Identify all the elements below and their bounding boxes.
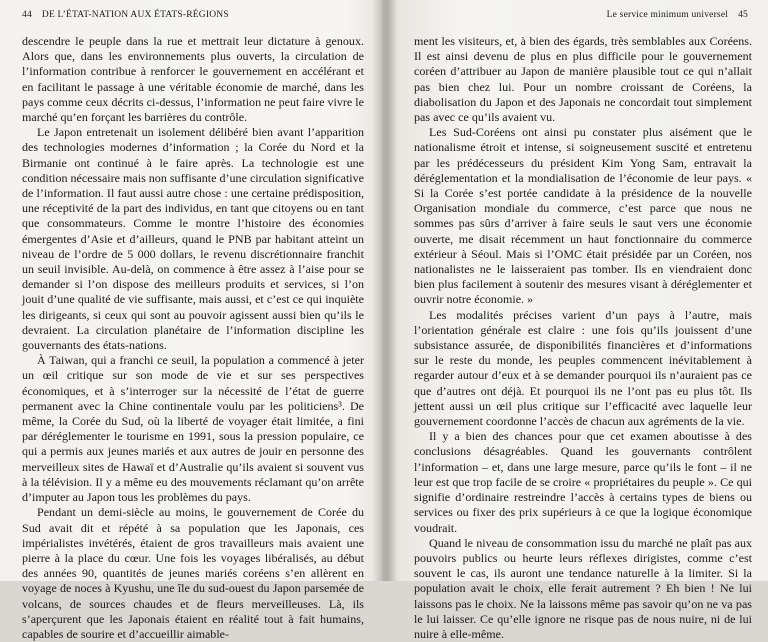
paragraph: ment les visiteurs, et, à bien des égards, très semblables aux Coréens. Il est ainsi devenu de plus en plus difficile pour le gouvernement coréen d’attribuer au Japon de manière plausible tout ce qui n’allait pas bien chez lui. Pour un nombre croissant de Coréens, la diabolisation du Japon et des Japonais ne concordait tout simplement pas avec ce qu’ils avaient vu. bbox=[414, 34, 752, 125]
left-header-title: DE L’ÉTAT-NATION AUX ÉTATS-RÉGIONS bbox=[41, 10, 229, 20]
paragraph: Les Sud-Coréens ont ainsi pu constater plus aisément que le nationalisme étroit et intense, si soigneusement suscité et entretenu par les prédécesseurs du président Kim Yong Sam, entravait la déréglementation et la mondialisation de l’économie de leur pays. « Si la Corée s’est portée candidate à la présidence de la nouvelle Organisation mondiale du commerce, c’est parce que nous ne sommes pas sûrs d’arriver à faire seuls le saut vers une économie ouverte, me disait récemment un haut fonctionnaire du commerce extérieur à Séoul. Mais si l’OMC était présidée par un Coréen, nos nationalistes ne le laisseraient pas tomber. Ils en viendraient donc bien plus facilement à soutenir des mesures visant à déréglementer et ouvrir notre économie. » bbox=[414, 125, 752, 307]
left-page-number: 44 bbox=[22, 10, 32, 20]
left-page bbox=[0, 0, 384, 641]
left-page-body bbox=[22, 34, 364, 642]
right-running-header bbox=[607, 10, 748, 20]
right-page bbox=[384, 0, 768, 641]
paragraph: Pendant un demi-siècle au moins, le gouvernement de Corée du Sud avait dit et répété à sa population que les Japonais, ces impérialistes invétérés, étaient de gros travailleurs mais avaient une pierre à la place du cœur. Une fois les voyages libéralisés, au début des années 90, quantités de jeunes mariés coréens s’en allèrent en voyage de noces à Kyushu, une île du sud-ouest du Japon parsemée de volcans, de sources chaudes et de fleurs merveilleuses. Là, ils s’aperçurent que les Japonais étaient en réalité tout à fait humains, capables de sourire et d’accueillir aimable- bbox=[22, 505, 364, 641]
right-page-number: 45 bbox=[738, 10, 748, 20]
paragraph: Il y a bien des chances pour que cet examen aboutisse à des conclusions désagréables. Quand les gouvernants contrôlent l’information – et, dans une large mesure, parce qu’ils le font – il ne leur est que trop facile de se croire « propriétaires du peuple ». Ce qui signifie d’ordinaire restreindre l’accès à certains types de biens ou services ou fixer des prix supérieurs à ce que la logique économique voudrait. bbox=[414, 429, 752, 535]
left-running-header bbox=[22, 10, 229, 20]
paragraph: À Taiwan, qui a franchi ce seuil, la population a commencé à jeter un œil critique sur son mode de vie et sur ses perspectives économiques, et à s’interroger sur la nécessité de l’état de guerre permanent avec la Chine continentale voulu par les politiciens³. De même, la Corée du Sud, où la liberté de voyager était limitée, a fini par déréglementer le tourisme en 1991, sous la pression populaire, ce qui a permis aux jeunes mariés et aux autres de jouir en personne des merveilleux sites de Hawaï et d’Australie qu’ils avaient si souvent vus à la télévision. Il y a même eu des mouvements réclamant qu’on arrête d’imputer au Japon tous les problèmes du pays. bbox=[22, 353, 364, 505]
paragraph: Quand le niveau de consommation issu du marché ne plaît pas aux pouvoirs publics ou heurte leurs réflexes dirigistes, comme c’est souvent le cas, ils auront une tendance naturelle à la limiter. Si la population avait le choix, elle ferait autrement ? Eh bien ! Ne lui laissons pas le choix. Ne la laissons même pas savoir qu’on ne va pas le lui laisser. Ce qu’elle ignore ne risque pas de nous nuire, ni de lui nuire à elle-même. bbox=[414, 535, 752, 641]
paragraph: descendre le peuple dans la rue et mettrait leur dictature à genoux. Alors que, dans les environnements plus ouverts, la circulation de l’information contribue à renforcer le gouvernement en accélérant et en facilitant le passage à une véritable économie de marché, dans les pays comme ceux décrits ci-dessus, l’information ne peut faire vivre le marché qu’en forçant les barrières du contrôle. bbox=[22, 34, 364, 125]
paragraph: Les modalités précises varient d’un pays à l’autre, mais l’orientation générale est claire : une fois qu’ils jouissent d’une subsistance assurée, de disponibilités financières et d’informations sur le reste du monde, les peuples commencent inévitablement à regarder autour d’eux et à se demander pourquoi ils n’auraient pas ce que d’autres ont déjà. Et pourquoi ils ne l’ont pas eu plus tôt. Ils jettent aussi un œil plus critique sur l’efficacité avec laquelle leur gouvernement coordonne l’accès de chacun aux agréments de la vie. bbox=[414, 307, 752, 429]
right-page-body bbox=[414, 34, 752, 642]
paragraph: Le Japon entretenait un isolement délibéré bien avant l’apparition des technologies modernes d’information ; la Corée du Nord et la Birmanie ont continué à le faire après. La technologie est une condition nécessaire mais non suffisante d’une circulation significative de l’information. Il faut aussi autre chose : une certaine prédisposition, une réceptivité de la part des individus, en tant que citoyens ou en tant que consommateurs. Comme le montre l’histoire des économies émergentes d’Asie et d’ailleurs, quand le PNB par habitant atteint un niveau de l’ordre de 5 000 dollars, le revenu discrétionnaire franchit un seuil invisible. Au-delà, on commence à être assez à l’aise pour se demander si l’on dispose des meilleurs produits et services, si l’on jouit d’une qualité de vie suffisante, mais aussi, et c’est ce qui inquiète les dirigeants, si ceux qui sont au pouvoir agissent aussi bien qu’ils le devraient. La circulation planétaire de l’information discipline les gouvernants des états-nations. bbox=[22, 125, 365, 353]
right-header-title: Le service minimum universel bbox=[606, 10, 729, 20]
